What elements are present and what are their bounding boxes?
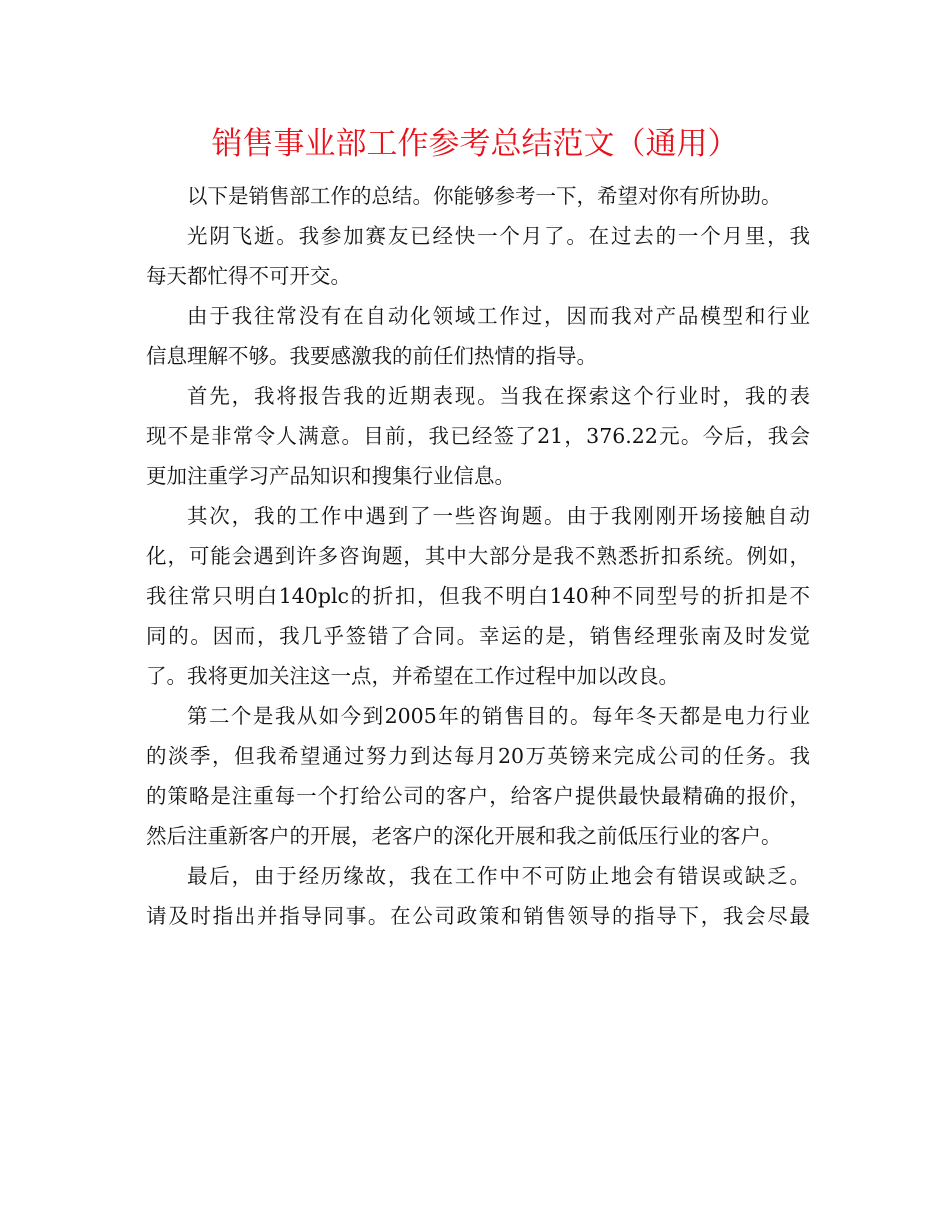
document-body bbox=[146, 176, 810, 936]
paragraph-line: 现不是非常令人满意。目前，我已经签了21，376.22元。今后，我会 bbox=[146, 424, 810, 448]
paragraph-line: 信息理解不够。我要感激我的前任们热情的指导。 bbox=[146, 344, 597, 368]
paragraph-line: 以下是销售部工作的总结。你能够参考一下，希望对你有所协助。 bbox=[187, 184, 782, 208]
paragraph-time-flies bbox=[146, 216, 810, 296]
paragraph-line: 化，可能会遇到许多咨询题，其中大部分是我不熟悉折扣系统。例如， bbox=[146, 544, 810, 568]
paragraph-line: 首先，我将报告我的近期表现。当我在探索这个行业时，我的表 bbox=[187, 384, 810, 408]
paragraph-line: 同的。因而，我几乎签错了合同。幸运的是，销售经理张南及时发觉 bbox=[146, 624, 810, 648]
paragraph-line: 每天都忙得不可开交。 bbox=[146, 264, 351, 288]
paragraph-line: 第二个是我从如今到2005年的销售目的。每年冬天都是电力行业 bbox=[187, 704, 810, 728]
paragraph-line: 光阴飞逝。我参加赛友已经快一个月了。在过去的一个月里，我 bbox=[187, 224, 810, 248]
paragraph-line: 更加注重学习产品知识和搜集行业信息。 bbox=[146, 464, 515, 488]
paragraph-line: 我往常只明白140plc的折扣，但我不明白140种不同型号的折扣是不 bbox=[146, 584, 810, 608]
document-title: 销售事业部工作参考总结范文（通用） bbox=[211, 126, 739, 162]
paragraph-line: 其次，我的工作中遇到了一些咨询题。由于我刚刚开场接触自动 bbox=[187, 504, 810, 528]
paragraph-line: 的策略是注重每一个打给公司的客户，给客户提供最快最精确的报价， bbox=[146, 784, 810, 808]
paragraph-line: 了。我将更加关注这一点，并希望在工作过程中加以改良。 bbox=[146, 664, 679, 688]
paragraph-line: 的淡季，但我希望通过努力到达每月20万英镑来完成公司的任务。我 bbox=[146, 744, 810, 768]
paragraph-sales-goals bbox=[146, 696, 810, 856]
paragraph-performance bbox=[146, 376, 810, 496]
paragraph-problems bbox=[146, 496, 810, 696]
paragraph-closing bbox=[146, 856, 810, 936]
paragraph-line: 由于我往常没有在自动化领域工作过，因而我对产品模型和行业 bbox=[187, 304, 810, 328]
paragraph-line: 最后，由于经历缘故，我在工作中不可防止地会有错误或缺乏。 bbox=[187, 864, 810, 888]
paragraph-intro bbox=[146, 176, 810, 216]
paragraph-line: 请及时指出并指导同事。在公司政策和销售领导的指导下，我会尽最 bbox=[146, 904, 810, 928]
paragraph-background bbox=[146, 296, 810, 376]
paragraph-line: 然后注重新客户的开展，老客户的深化开展和我之前低压行业的客户。 bbox=[146, 824, 782, 848]
